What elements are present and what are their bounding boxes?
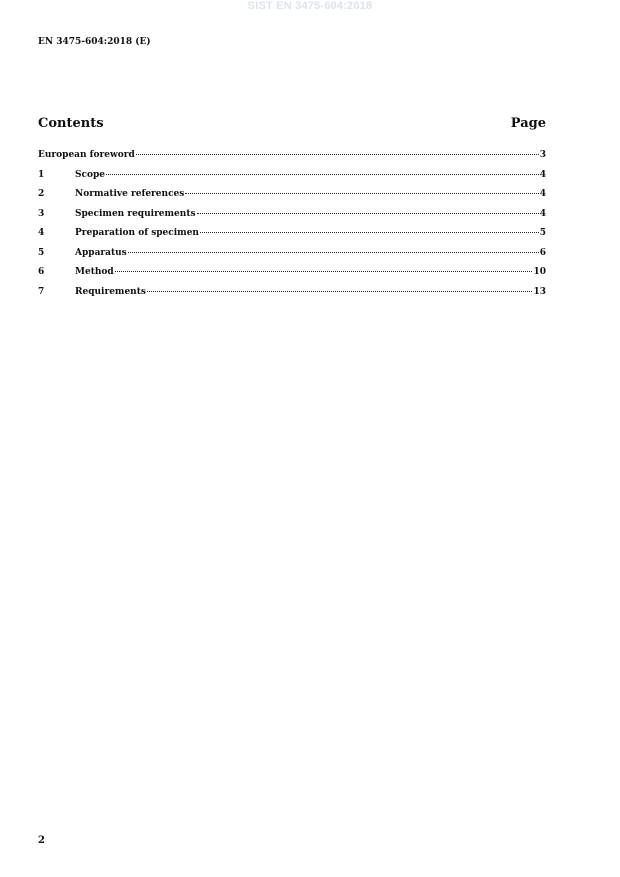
toc-entry-number: 5: [38, 247, 45, 258]
toc-entry-page: 4: [539, 169, 546, 180]
toc-entry-title: European foreword: [38, 150, 135, 160]
toc-dot-leader: [136, 154, 539, 155]
toc-entry-scope[interactable]: [38, 168, 546, 188]
toc-entry-number: 4: [38, 228, 45, 238]
toc-dot-leader: [147, 291, 533, 292]
toc-entry-number: 1: [38, 169, 45, 180]
toc-entry-page: 5: [539, 228, 546, 238]
toc-entry-title: Method: [75, 267, 114, 277]
toc-entry-title: Apparatus: [75, 247, 127, 258]
toc-entry-normative-references[interactable]: [38, 187, 546, 207]
toc-entry-page: 4: [539, 208, 546, 219]
toc-entry-title: Requirements: [75, 286, 146, 297]
toc-entry-page: 6: [539, 247, 546, 258]
toc-entry-page: 10: [533, 267, 546, 277]
toc-entry-number: 7: [38, 286, 45, 297]
toc-entry-specimen-requirements[interactable]: [38, 207, 546, 227]
toc-entry-page: 13: [533, 286, 546, 297]
toc-entry-page: 4: [539, 189, 546, 199]
contents-title: Contents: [38, 116, 104, 131]
toc-entry-page: 3: [539, 150, 546, 160]
toc-entry-apparatus[interactable]: [38, 246, 546, 266]
table-of-contents: [38, 148, 546, 304]
toc-entry-title: Preparation of specimen: [75, 228, 199, 238]
contents-header: [38, 115, 546, 133]
page-number: 2: [38, 835, 45, 846]
toc-dot-leader: [200, 232, 539, 233]
contents-page-label: Page: [510, 116, 546, 131]
toc-dot-leader: [115, 271, 533, 272]
toc-entry-method[interactable]: [38, 265, 546, 285]
toc-entry-requirements[interactable]: [38, 285, 546, 305]
toc-entry-number: 6: [38, 267, 45, 277]
watermark: SIST EN 3475-604:2018: [247, 0, 373, 12]
toc-dot-leader: [197, 213, 539, 214]
toc-dot-leader: [128, 252, 539, 253]
toc-entry-title: Scope: [75, 169, 106, 180]
toc-entry-number: 2: [38, 189, 45, 199]
toc-entry-number: 3: [38, 208, 45, 219]
document-identifier: EN 3475-604:2018 (E): [38, 37, 151, 47]
toc-dot-leader: [185, 193, 538, 194]
toc-entry-title: Normative references: [75, 189, 185, 199]
toc-entry-title: Specimen requirements: [75, 208, 196, 219]
toc-dot-leader: [106, 174, 539, 175]
toc-entry-preparation-of-specimen[interactable]: [38, 226, 546, 246]
toc-entry-foreword[interactable]: [38, 148, 546, 168]
